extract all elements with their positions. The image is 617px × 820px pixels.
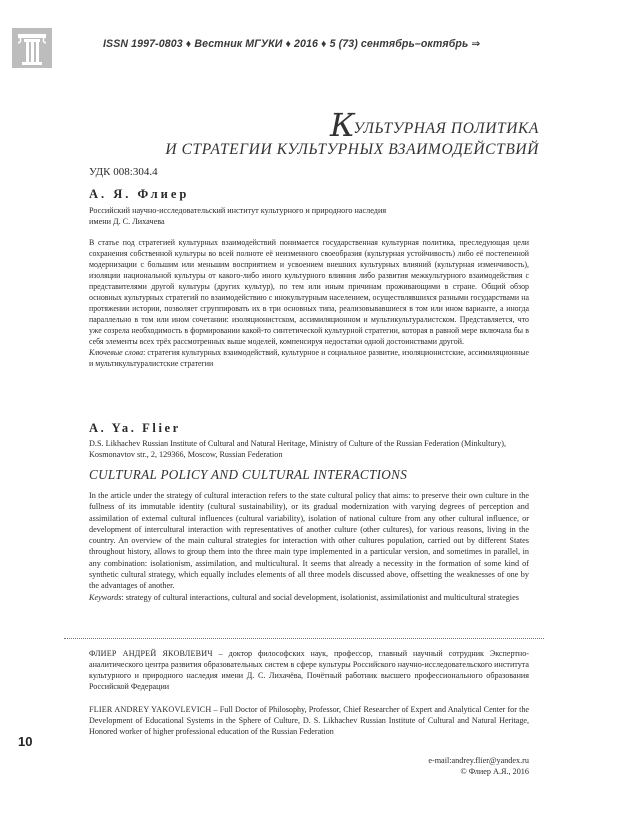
journal-header: ISSN 1997-0803 ♦ Вестник МГУКИ ♦ 2016 ♦ 5 (73) сентябрь–октябрь ⇒ bbox=[103, 38, 481, 50]
affiliation-ru-line1: Российский научно-исследовательский институт культурного и природного наследия bbox=[89, 206, 387, 215]
keywords-ru: : стратегия культурных взаимодействий, культурное и социальное развитие, изоляционистские, ассимиляционные и мультикультуралистские стратегии bbox=[89, 348, 529, 368]
author-bio-ru bbox=[89, 648, 529, 692]
abstract-en bbox=[89, 490, 529, 603]
keywords-en: : strategy of cultural interactions, cultural and social development, isolationist, assimilationist and multicultural strategies bbox=[121, 592, 519, 602]
email-link[interactable]: e-mail:andrey.flier@yandex.ru bbox=[428, 756, 529, 765]
affiliation-en: D.S. Likhachev Russian Institute of Cultural and Natural Heritage, Ministry of Culture of the Russian Federation (Minkultury), Kosmonavtov str., 2, 129366, Moscow, Russian Federation bbox=[89, 439, 507, 460]
bio-en-name: FLIER ANDREY YAKOVLEVICH bbox=[89, 705, 212, 714]
page-number: 10 bbox=[18, 734, 33, 749]
affiliation-ru-line2: имени Д. С. Лихачева bbox=[89, 217, 165, 227]
title-initial: К bbox=[330, 106, 356, 144]
abstract-ru-text: В статье под стратегией культурных взаимодействий понимается государственная культурная политика, преследующая цели сохранения собственной культуры во всей полноте её неизменного своеобразия (культурная устойчивость) либо её постепенной модернизации с большим или меньшим восприятием и усвоением внешних культурных влияний (культурная изменчивость), изоляции национальной культуры от какого-либо иного культурного влияния либо развития межкультурного взаимодействия с представителями другой культуры (других культур), по тем или иным причинам проживающими в стране. Общий обзор основных культурных стратегий по взаимодействию с инокультурным населением, осуществлявшихся разными государствами на протяжении истории, позволяет сгруппировать их в три основных типа, реализовывавшиеся в том или ином варианте, а иногда параллельно в том или ином сочетании: изоляционистском, ассимиляционном и мультикультуралистском. Представляется, что уже созрела необходимость в формировании какой-то синтетической культурной стратегии, которая в равной мере включала бы в себя элементы всех трёх рассмотренных выше моделей, компенсируя недостатки одной достоинствами другой. bbox=[89, 238, 529, 346]
keywords-ru-label: Ключевые слова bbox=[89, 348, 144, 357]
divider bbox=[64, 638, 544, 639]
contact-info bbox=[428, 755, 529, 777]
author-en: A. Ya. Flier bbox=[89, 421, 181, 435]
article-title-ru bbox=[165, 106, 539, 160]
affiliation-ru bbox=[89, 205, 529, 228]
copyright: © Флиер А.Я., 2016 bbox=[460, 767, 529, 776]
bio-ru-name: ФЛИЕР АНДРЕЙ ЯКОВЛЕВИЧ bbox=[89, 649, 213, 658]
keywords-en-label: Keywords bbox=[89, 592, 122, 602]
title-line2: И СТРАТЕГИИ КУЛЬТУРНЫХ ВЗАИМОДЕЙСТВИЙ bbox=[165, 141, 539, 158]
bio-ru-text: – доктор философских наук, профессор, главный научный сотрудник Экспертно-аналитического центра развития образовательных систем в сфере культуры Российского научно-исследовательского института культурного и природного наследия имени Д. С. Лихачёва, Почётный работник высшего профессионального образования Российской Федерации bbox=[89, 649, 529, 691]
udc-code: УДК 008:304.4 bbox=[89, 166, 158, 178]
author-bio-en bbox=[89, 704, 529, 737]
title-line1: УЛЬТУРНАЯ ПОЛИТИКА bbox=[353, 120, 539, 137]
abstract-ru bbox=[89, 237, 529, 369]
bio-en-text: – Full Doctor of Philosophy, Professor, Chief Researcher of Expert and Analytical Center for the Development of Educational Systems in the Sphere of Culture, D. S. Likhachev Russian Institute of Cultural and Natural Heritage, Honored worker of higher professional education of the Russian Federation bbox=[89, 705, 529, 736]
abstract-en-text: In the article under the strategy of cultural interaction refers to the state cultural policy that aims: to preserve their own culture in the fullness of its immutable identity (cultural sustainability), or its gradual modernization with varying degrees of perception and assimilation of external cultural influences (cultural variability), isolation of national culture from any other cultural influence, or development of intercultural interaction with representatives of another culture (other cultures), for various reasons, living in the country. An overview of the main cultural strategies for interaction with other cultures population, carried out by different States throughout history, allows to group them into the three main type implemented in a particular version, and sometimes in parallel, in any combination: isolationism, assimilation, and multicultural. It seems that already a necessity in the formation of some kind of synthetic cultural strategy, which equally includes elements of all three models discussed above, offsetting the weaknesses of one by the advantages of another. bbox=[89, 491, 529, 591]
article-title-en: CULTURAL POLICY AND CULTURAL INTERACTIONS bbox=[89, 467, 408, 482]
journal-logo-column-icon bbox=[12, 28, 52, 68]
author-ru: А. Я. Флиер bbox=[89, 187, 190, 201]
